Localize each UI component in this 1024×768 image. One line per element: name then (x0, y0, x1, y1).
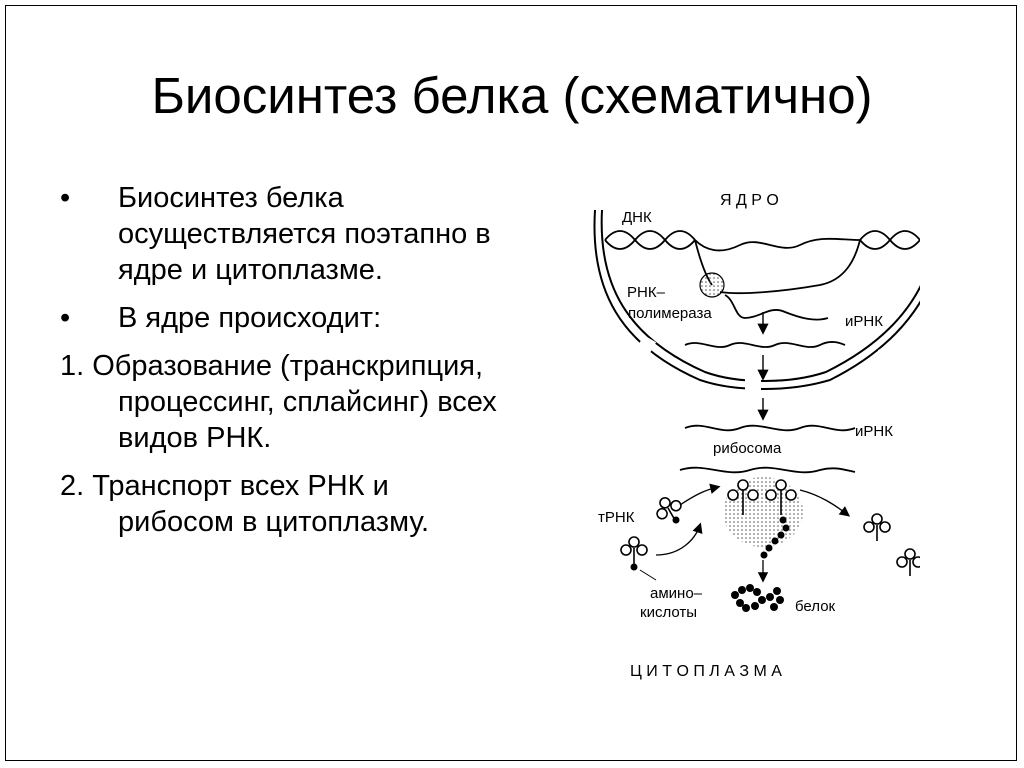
bullet-item (60, 180, 510, 288)
rna-polymerase-label-1: РНК– (627, 284, 665, 301)
bullet-item (60, 300, 510, 336)
amino-acids-label-1: амино– (650, 585, 703, 602)
trna-label: тРНК (598, 509, 635, 526)
item-number: 1. (60, 350, 85, 382)
mrna-label-top: иРНК (845, 313, 883, 330)
numbered-item (60, 468, 510, 540)
bullet-text: В ядре происходит: (118, 302, 382, 334)
mrna-label-bottom: иРНК (855, 423, 893, 440)
bullet-dot: • (60, 182, 71, 214)
mrna-cytoplasm (685, 426, 855, 431)
item-text: Транспорт всех РНК и рибосом в цитоплазму. (92, 470, 430, 538)
item-number: 2. (60, 470, 85, 502)
protein-biosynthesis-diagram (580, 180, 920, 690)
dna-label: ДНК (622, 209, 652, 226)
protein-label: белок (795, 598, 836, 615)
slide-title: Биосинтез белка (схематично) (151, 67, 873, 124)
bullet-text: Биосинтез белка осуществляется поэтапно в ядре и цитоплазме. (118, 182, 491, 286)
mrna-on-ribosome (680, 468, 855, 473)
slide-content (60, 180, 510, 552)
bullet-dot: • (60, 302, 71, 334)
amino-acids-label-2: кислоты (640, 604, 698, 621)
rna-polymerase-label-2: полимераза (628, 305, 712, 322)
ribosome-label: рибосома (713, 440, 782, 457)
nucleus-label: Я Д Р О (720, 192, 779, 209)
cytoplasm-label: Ц И Т О П Л А З М А (630, 663, 782, 680)
protein (731, 584, 784, 612)
numbered-item (60, 348, 510, 456)
item-text: Образование (транскрипция, процессинг, сплайсинг) всех видов РНК. (92, 350, 497, 454)
rna-polymerase (700, 273, 724, 297)
amino-acid-pointer (640, 570, 656, 580)
ribosome (723, 477, 803, 547)
